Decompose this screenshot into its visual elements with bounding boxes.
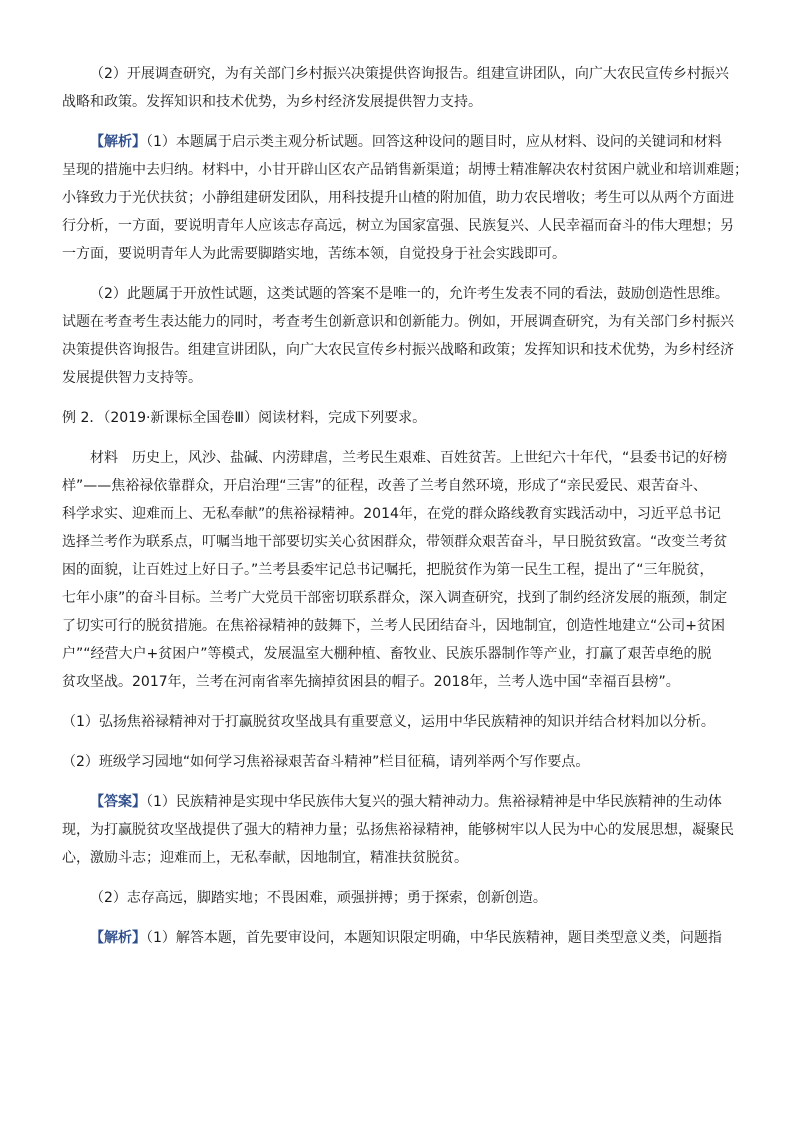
text-line: 呈现的措施中去归纳。材料中，小甘开辟山区农产品销售新渠道；胡博士精准解决农村贫困户就业和培训难题；: [62, 162, 748, 178]
text-line: 心，激励斗志；迎难而上，无私奉献，因地制宜，精准扶贫脱贫。: [62, 850, 468, 866]
answer-paragraph-2: [62, 60, 738, 116]
text-line: 户”“经营大户+贫困户”等模式，发展温室大棚种植、畜牧业、民族乐器制作等产业，打赢了艰苦卓绝的脱: [62, 646, 712, 662]
text-line: 困的面貌，让百姓过上好日子。”兰考县委牢记总书记嘱托，把脱贫作为第一民生工程，提出了“三年脱贫，: [62, 562, 714, 578]
text-line: 行分析，一方面，要说明青年人应该志存高远，树立为国家富强、民族复兴、人民幸福而奋斗的伟大理想；另: [62, 218, 734, 234]
analysis-tag: 【解析】: [90, 930, 146, 946]
text-line: （1）民族精神是实现中华民族伟大复兴的强大精神动力。焦裕禄精神是中华民族精神的生动体: [146, 794, 722, 810]
text-line: 决策提供咨询报告。组建宣讲团队，向广大农民宣传乡村振兴战略和政策；发挥知识和技术优势，为乡村经济: [62, 342, 734, 358]
text-line: 战略和政策。发挥知识和技术优势，为乡村经济发展提供智力支持。: [62, 94, 482, 110]
question-1: （1）弘扬焦裕禄精神对于打赢脱贫攻坚战具有重要意义，运用中华民族精神的知识并结合材料加以分析。: [62, 714, 715, 730]
analysis-paragraph-2: [62, 280, 738, 392]
analysis-paragraph-3: [62, 924, 738, 952]
text-line: 了切实可行的脱贫措施。在焦裕禄精神的鼓舞下，兰考人民团结奋斗，因地制宜，创造性地建立“公司+贫困: [62, 618, 725, 634]
text-line: 材料 历史上，风沙、盐碱、内涝肆虐，兰考民生艰难、百姓贫苦。上世纪六十年代，“县委书记的好榜: [90, 450, 728, 466]
text-line: 现，为打赢脱贫攻坚战提供了强大的精神力量；弘扬焦裕禄精神，能够树牢以人民为中心的发展思想，凝聚民: [62, 822, 734, 838]
text-line: （2）开展调查研究，为有关部门乡村振兴决策提供咨询报告。组建宣讲团队，向广大农民宣传乡村振兴: [90, 66, 729, 82]
text-line: 发展提供智力支持等。: [62, 370, 202, 386]
answer-tag: 【答案】: [90, 794, 146, 810]
analysis-tag: 【解析】: [90, 134, 146, 150]
text-line: （1）本题属于启示类主观分析试题。回答这种设问的题目时，应从材料、设问的关键词和材料: [146, 134, 722, 150]
material-paragraph: [62, 444, 738, 696]
text-line: （1）解答本题，首先要审设问，本题知识限定明确，中华民族精神，题目类型意义类，问题指: [146, 930, 722, 946]
text-line: 选择兰考作为联系点，叮嘱当地干部要切实关心贫困群众，带领群众艰苦奋斗，早日脱贫致富。“改变兰考贫: [62, 534, 728, 550]
answer-paragraph-2b: （2）志存高远，脚踏实地；不畏困难，顽强拼搏；勇于探索，创新创造。: [90, 890, 547, 906]
text-line: 试题在考查考生表达能力的同时，考查考生创新意识和创新能力。例如，开展调查研究，为有关部门乡村振兴: [62, 314, 734, 330]
text-line: （2）此题属于开放性试题，这类试题的答案不是唯一的，允许考生发表不同的看法，鼓励创造性思维。: [90, 286, 729, 302]
analysis-paragraph-1: [62, 128, 748, 268]
text-line: 小锋致力于光伏扶贫；小静组建研发团队，用科技提升山楂的附加值，助力农民增收；考生可以从两个方面进: [62, 190, 734, 206]
question-2: （2）班级学习园地“如何学习焦裕禄艰苦奋斗精神”栏目征稿，请列举两个写作要点。: [62, 754, 590, 770]
text-line: 贫攻坚战。2017年，兰考在河南省率先摘掉贫困县的帽子。2018年，兰考人选中国“幸福百县榜”。: [62, 674, 680, 690]
text-line: 一方面，要说明青年人为此需要脚踏实地，苦练本领，自觉投身于社会实践即可。: [62, 246, 566, 262]
document-page: [62, 60, 748, 964]
text-line: 样”——焦裕禄依靠群众，开启治理“三害”的征程，改善了兰考自然环境，形成了“亲民爱民、艰苦奋斗、: [62, 478, 708, 494]
example-title: 例 2．（2019·新课标全国卷Ⅲ）阅读材料，完成下列要求。: [62, 410, 427, 426]
text-line: 七年小康”的奋斗目标。兰考广大党员干部密切联系群众，深入调查研究，找到了制约经济发展的瓶颈，制定: [62, 590, 728, 606]
answer-paragraph: [62, 788, 738, 872]
text-line: 科学求实、迎难而上、无私奉献”的焦裕禄精神。2014年，在党的群众路线教育实践活动中，习近平总书记: [62, 506, 721, 522]
